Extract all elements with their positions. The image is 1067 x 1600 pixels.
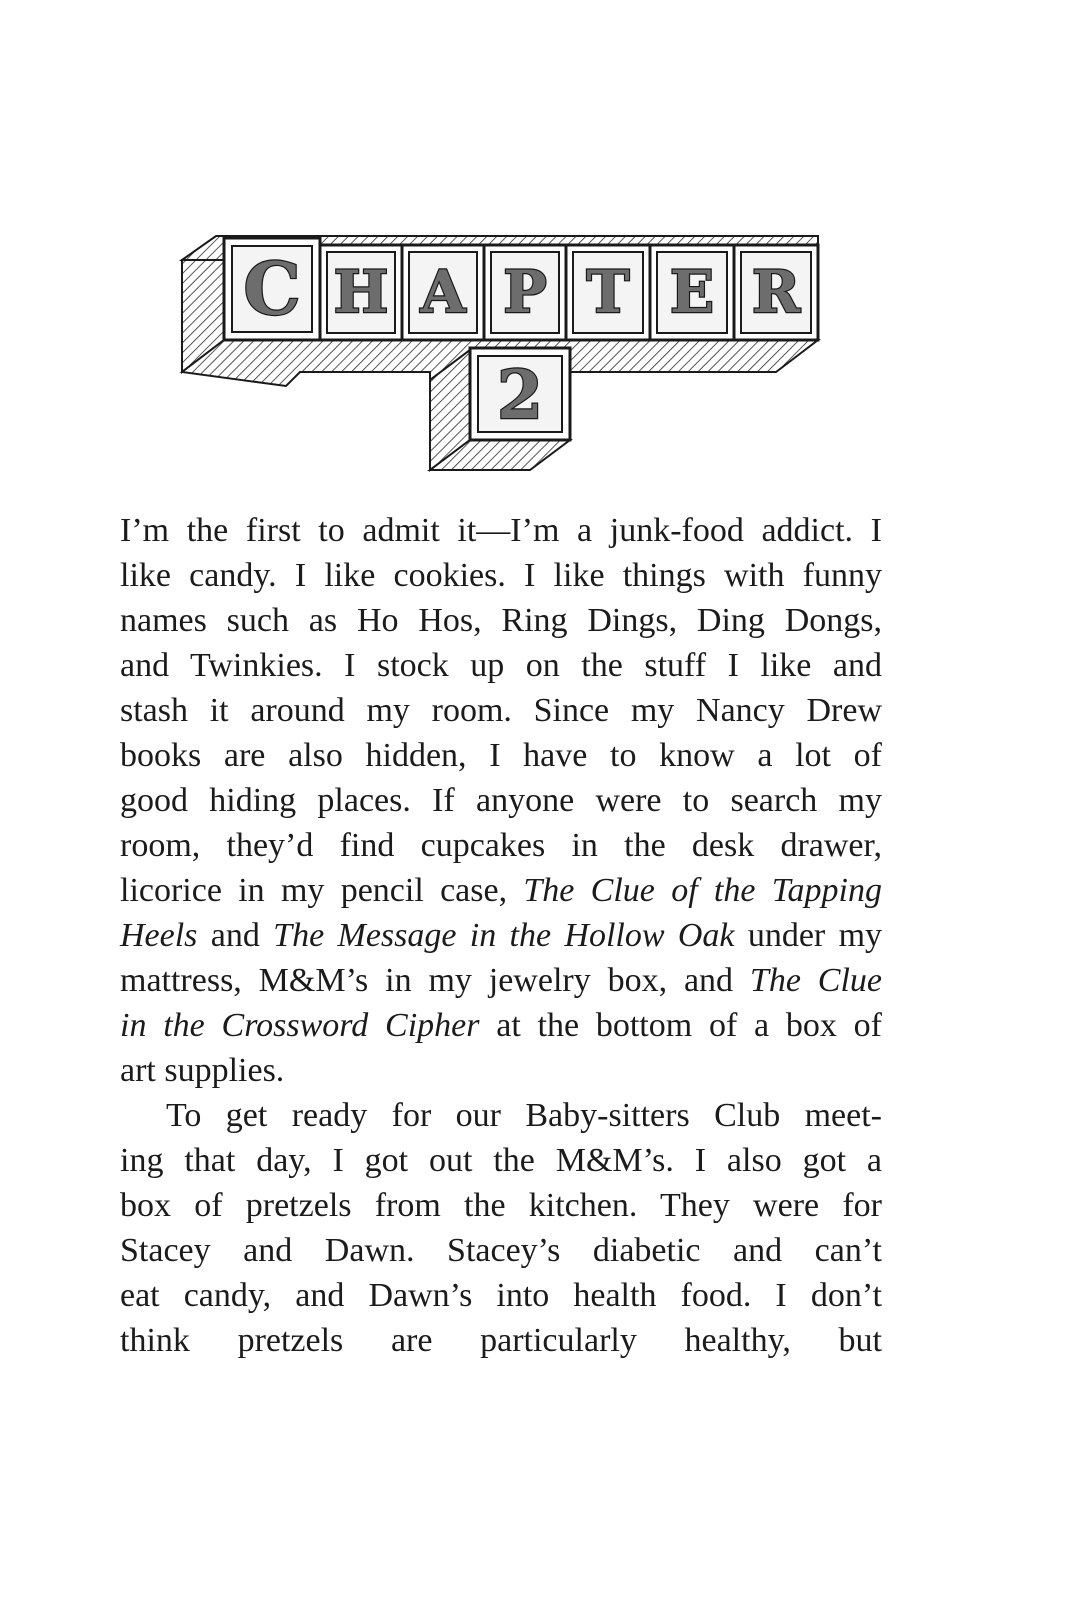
svg-text:H: H [333,258,389,326]
text-line [120,1093,882,1138]
text-segment: eat candy, and Dawn’s into health food. I don’t [120,1277,882,1314]
text-line [120,1048,882,1093]
tile-number [470,348,570,440]
text-line [120,1318,882,1363]
svg-text:2: 2 [497,356,543,434]
text-segment: think pretzels are particularly healthy, but [120,1322,882,1359]
text-line [120,913,882,958]
text-segment: To get ready for our Baby-sitters Club meet- [166,1097,882,1134]
chapter-heading [0,0,1067,500]
text-segment: and Twinkies. I stock up on the stuff I like and [120,647,882,684]
tile-a [402,245,484,340]
text-line [120,553,882,598]
text-line [120,823,882,868]
svg-text:E: E [669,258,715,326]
text-line [120,508,882,553]
svg-text:P: P [503,258,547,326]
text-line [120,688,882,733]
text-segment: like candy. I like cookies. I like things with funny [120,557,882,594]
text-segment: books are also hidden, I have to know a lot of [120,737,882,774]
tile-r [734,245,818,340]
italic-title: The Clue [749,962,883,999]
svg-text:A: A [420,258,466,326]
text-segment: box of pretzels from the kitchen. They were for [120,1187,882,1224]
text-line [120,643,882,688]
text-segment: and [197,917,274,954]
svg-text:R: R [751,258,801,326]
italic-title: The Message in the Hollow Oak [273,917,735,954]
text-line [120,1003,882,1048]
text-line [120,1228,882,1273]
text-segment: licorice in my pencil case, [120,872,524,909]
tile-t [566,245,650,340]
text-line [120,598,882,643]
text-line [120,868,882,913]
italic-title: The Clue of the Tapping [523,872,883,909]
text-segment: art supplies. [120,1052,285,1089]
body-text [120,508,882,1363]
italic-title: in the Crossword Cipher [120,1007,480,1044]
text-line [120,778,882,823]
text-segment: mattress, M&M’s in my jewelry box, and [120,962,750,999]
text-segment: Stacey and Dawn. Stacey’s diabetic and can’t [120,1232,882,1269]
svg-text:T: T [586,258,630,326]
tile-h [320,245,402,340]
tile-p [484,245,566,340]
text-segment: at the bottom of a box of [479,1007,882,1044]
text-segment: ing that day, I got out the M&M’s. I also got a [120,1142,882,1179]
tile-e [650,245,734,340]
text-segment: I’m the first to admit it—I’m a junk-food addict. I [120,512,882,549]
text-line [120,1273,882,1318]
text-line [120,1183,882,1228]
text-segment: good hiding places. If anyone were to search my [120,782,882,819]
chapter-heading-art [0,0,1067,500]
text-line [120,1138,882,1183]
text-line [120,958,882,1003]
text-segment: stash it around my room. Since my Nancy Drew [120,692,882,729]
text-segment: names such as Ho Hos, Ring Dings, Ding Dongs, [120,602,882,639]
text-line [120,733,882,778]
tile-c [224,238,320,340]
text-segment: room, they’d find cupcakes in the desk drawer, [120,827,882,864]
svg-text:C: C [243,246,301,331]
text-segment: under my [734,917,883,954]
italic-title: Heels [120,917,198,954]
